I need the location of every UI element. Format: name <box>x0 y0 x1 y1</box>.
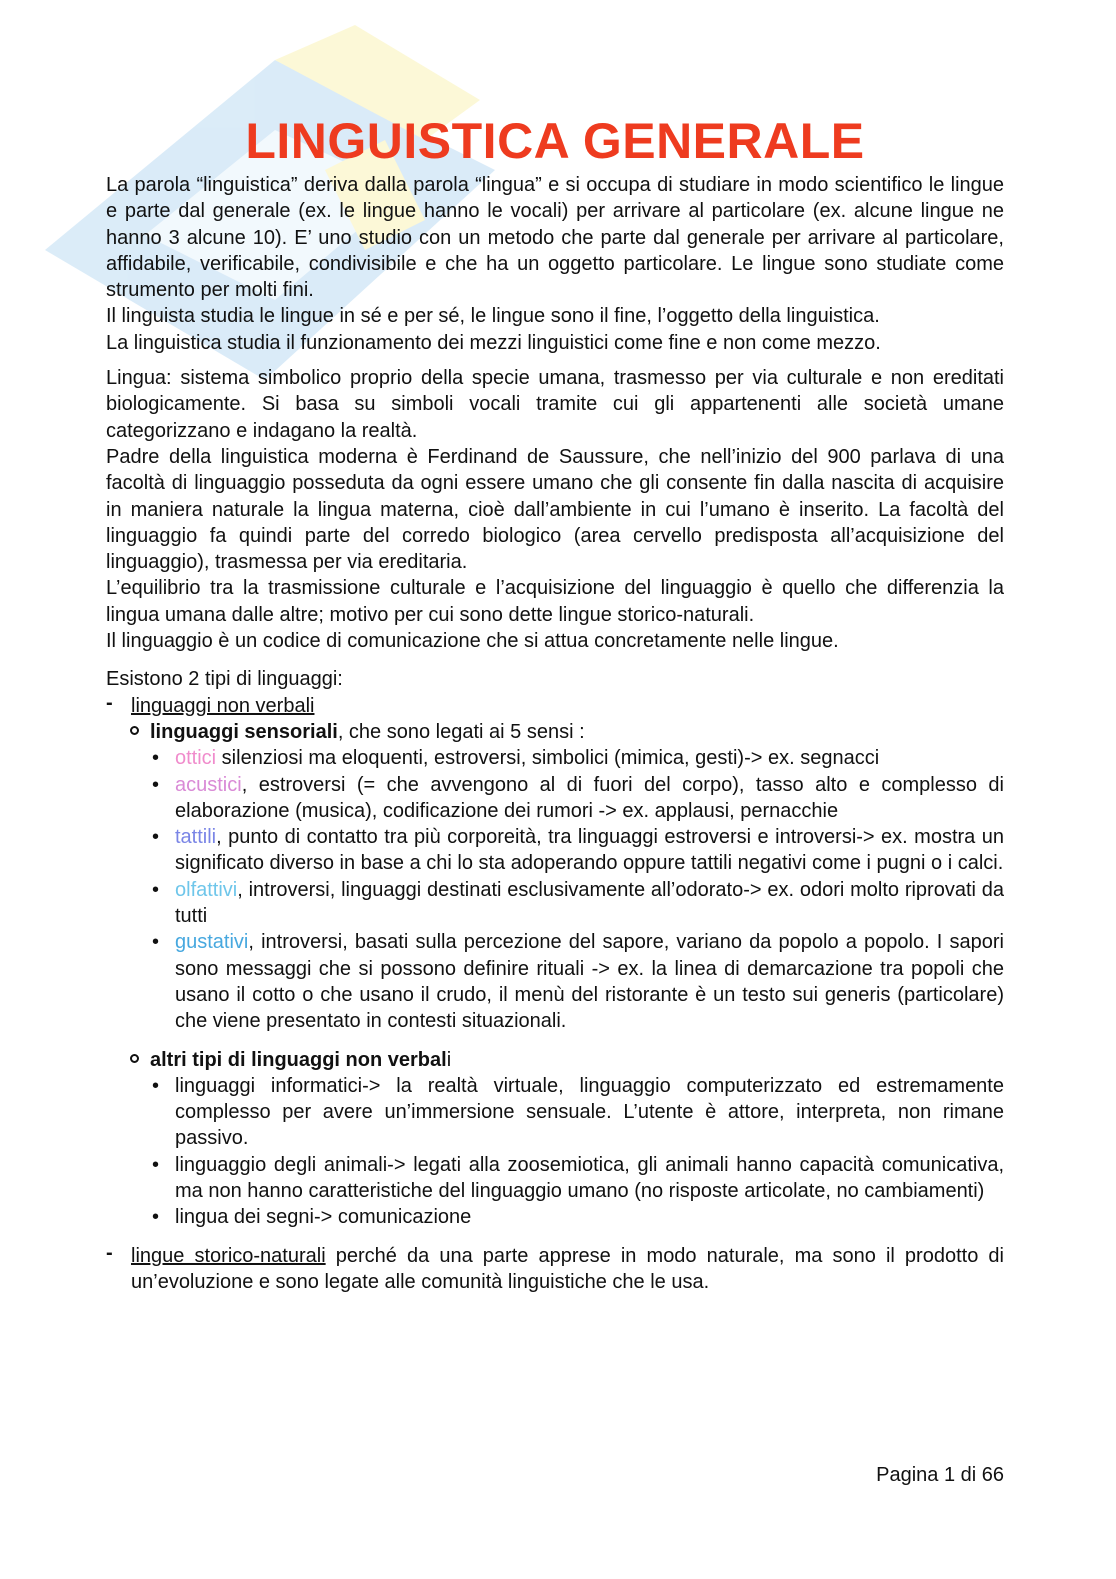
others-heading: altri tipi di linguaggi non verbal <box>150 1048 447 1071</box>
item-text: linguaggio degli animali-> legati alla zoosemiotica, gli animali hanno capacità comunicativa, ma non hanno caratteristiche del linguaggio umano (no risposte articolate, no cambiamenti) <box>175 1153 1004 1202</box>
others-group <box>106 1047 1004 1073</box>
desc-ottici: silenziosi ma eloquenti, estroversi, simbolici (mimica, gesti)-> ex. segnacci <box>216 747 880 770</box>
bullet-icon: • <box>152 826 160 849</box>
dash-marker: - <box>106 691 113 714</box>
term-tattili: tattili <box>175 826 217 849</box>
equilibrium-paragraph: L’equilibrio tra la trasmissione culturale e l’acquisizione del linguaggio è quello che differenzia la lingua umana dalle altre; motivo per cui sono dette lingue storico-naturali. <box>106 577 1004 626</box>
term-acustici: acustici <box>175 773 242 796</box>
intro-paragraph: La linguistica studia il funzionamento dei mezzi linguistici come fine e non come mezzo. <box>106 331 881 354</box>
list-item-olfattivi <box>106 877 1004 930</box>
term-olfattivi: olfattivi <box>175 878 238 901</box>
list-item-animali <box>106 1152 1004 1205</box>
desc-olfattivi: , introversi, linguaggi destinati esclusivamente all’odorato-> ex. odori molto riprovati da tutti <box>175 878 1004 928</box>
list-item-non-verbal <box>106 693 1004 719</box>
hollow-circle-bullet-icon <box>130 726 139 735</box>
dash-marker: - <box>106 1241 113 1264</box>
list-item-segni <box>106 1204 1004 1230</box>
desc-tattili: , punto di contatto tra più corporeità, tra linguaggi estroversi e introversi-> ex. mostra un significato diverso in base a chi lo sta adoperando oppure tattili negativi come i pugni o i calci. <box>175 826 1004 875</box>
natural-text: perché da una parte apprese in modo naturale, ma sono il prodotto di un’evoluzione e sono legate alle comunità linguistiche che le usa. <box>131 1244 1004 1293</box>
item-text: linguaggi informatici-> la realtà virtuale, linguaggio computerizzato ed estremamente complesso per avere un’immersione sensuale. L’utente è attore, interpreta, non rimane passivo. <box>175 1074 1004 1150</box>
lingua-definition-paragraph: Lingua: sistema simbolico proprio della specie umana, trasmesso per via culturale e non ereditati biologicamente. Si basa su simboli vocali tramite cui gli appartenenti alle società umane categorizzano e indagano la realtà. <box>106 367 1004 442</box>
bullet-icon: • <box>152 931 160 954</box>
others-heading-rest: i <box>446 1048 452 1071</box>
list-item-natural <box>106 1243 1004 1296</box>
hollow-circle-bullet-icon <box>130 1054 139 1063</box>
bullet-icon: • <box>152 1153 160 1176</box>
term-ottici: ottici <box>175 747 217 770</box>
bullet-icon: • <box>152 878 160 901</box>
types-intro: Esistono 2 tipi di linguaggi: <box>106 668 343 691</box>
item-text: lingua dei segni-> comunicazione <box>175 1206 472 1229</box>
code-paragraph: Il linguaggio è un codice di comunicazione che si attua concretamente nelle lingue. <box>106 630 839 653</box>
bullet-icon: • <box>152 773 160 796</box>
sensorial-heading-rest: , che sono legati ai 5 sensi : <box>337 720 585 743</box>
list-item-ottici <box>106 745 1004 771</box>
list-item-gustativi <box>106 929 1004 1034</box>
desc-acustici: , estroversi (= che avvengono al di fuori del corpo), tasso alto e complesso di elaborazione (musica), codificazione dei rumori -> ex. applausi, pernacchie <box>175 773 1004 822</box>
bullet-icon: • <box>152 1206 160 1229</box>
list-item-tattili <box>106 824 1004 877</box>
page-number: Pagina 1 di 66 <box>876 1464 1004 1486</box>
sensorial-heading: linguaggi sensoriali <box>150 720 338 743</box>
page-title: LINGUISTICA GENERALE <box>245 113 865 169</box>
term-gustativi: gustativi <box>175 931 249 954</box>
document-page <box>106 112 1004 1295</box>
bullet-icon: • <box>152 1074 160 1097</box>
list-item-acustici <box>106 772 1004 825</box>
list-item-informatici <box>106 1073 1004 1152</box>
intro-paragraph: Il linguista studia le lingue in sé e per sé, le lingue sono il fine, l’oggetto della linguistica. <box>106 305 880 328</box>
saussure-paragraph: Padre della linguistica moderna è Ferdinand de Saussure, che nell’inizio del 900 parlava di una facoltà di linguaggio posseduta da ogni essere umano che gli consente fin dalla nascita di acquisire in maniera naturale la lingua materna, cioè dall’ambiente in cui l’umano è inserito. La facoltà del linguaggio fa quindi parte del corredo biologico (area cervello predisposta all’acquisizione del linguaggio), trasmessa per via ereditaria. <box>106 445 1004 574</box>
natural-heading: lingue storico-naturali <box>131 1244 326 1267</box>
sensorial-group <box>106 719 1004 745</box>
intro-paragraph: La parola “linguistica” deriva dalla parola “lingua” e si occupa di studiare in modo scientifico le lingue e parte dal generale (ex. le lingue hanno le vocali) per arrivare al particolare (ex. alcune lingue ne hanno 3 alcune 10). E’ uno studio con un metodo che parte dal generale per arrivare al particolare, affidabile, verificabile, condivisibile e che ha un oggetto particolare. Le lingue sono studiate come strumento per molti fini. <box>106 174 1004 302</box>
desc-gustativi: , introversi, basati sulla percezione del sapore, variano da popolo a popolo. I sapori sono messaggi che si possono definire rituali -> ex. la linea di demarcazione tra popoli che usano il cotto o che usano il crudo, il menù del ristorante è un testo sui generis (particolare) che viene presentato in contesti situazionali. <box>175 931 1004 1033</box>
bullet-icon: • <box>152 747 160 770</box>
non-verbal-heading: linguaggi non verbali <box>131 694 315 717</box>
